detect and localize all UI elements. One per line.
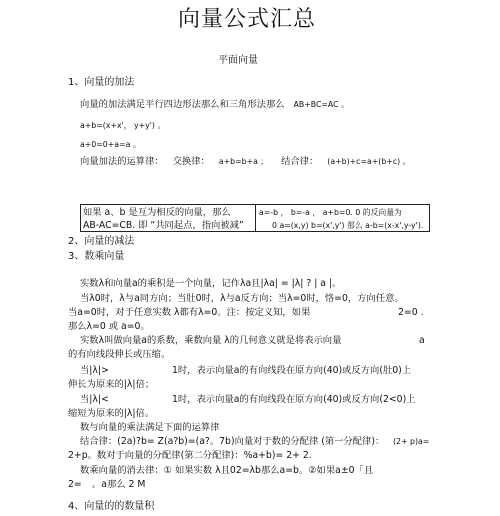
scalar-mult-p7b: 1时，表示向量a的有向线段在原方向(40)或反方向(肚0)上 [172, 365, 412, 376]
scalar-mult-p4: 那么λ=0 或 a=0。 [68, 321, 150, 332]
scalar-mult-p12a: 结合律：(2a)?b= Z(a?b)=(a?。7b)向量对于数的分配律 (第一分配律)： [80, 436, 385, 447]
scalar-mult-p15b: 。a那么 2 M [92, 479, 146, 490]
commutative-law-formula: a+b=b+a ； [218, 157, 269, 166]
scalar-mult-p6: 的有向线段伸长或压缩。 [68, 349, 171, 360]
addition-laws [80, 157, 410, 166]
commutative-law-label: 交换律： [172, 156, 210, 167]
addition-coord-formula: a+b=(x+x'， y+y') 。 [80, 121, 166, 130]
scalar-mult-p9a: 当|λ|< [80, 394, 109, 405]
scalar-mult-p15: 2= [68, 479, 82, 490]
page-subtitle: 平面向量 [218, 55, 258, 66]
scalar-mult-p13: 2+p。数对于向量的分配律(第二分配律)：%a+b)= 2+ 2. [68, 450, 312, 461]
section-2-heading: 2、向量的减法 [68, 236, 135, 247]
addition-intro-formula: AB+BC=AC 。 [293, 100, 349, 109]
scalar-mult-p12b: (2+ p)a= [393, 437, 430, 446]
scalar-mult-p14: 数乘向量的消去律：① 如果实数 λ且02=λb那么a=b。②如果a±0「且 [80, 465, 374, 476]
scalar-mult-p2: 当λ0时，λ与a同方向；当肚0时，λ与a反方向；当λ=0时，恪=0，方向任意。 [80, 293, 404, 304]
page-title: 向量公式汇总 [178, 7, 317, 32]
scalar-mult-p5b: a [419, 335, 425, 346]
box-right-line2: 0 a=(x,y) b=(x',y') 那么 a-b=(x-x',y-y'). [272, 221, 424, 230]
addition-laws-label: 向量加法的运算律： [80, 156, 164, 167]
scalar-mult-p11: 数与向量的乘法满足下面的运算律 [80, 422, 220, 433]
section-4-heading: 4、向量的的数量积 [68, 501, 155, 512]
scalar-mult-p8: 伸长为原来的|λ|倍； [68, 379, 155, 390]
scalar-mult-p7a: 当|λ|> [80, 365, 109, 376]
associative-law-label: 结合律： [281, 156, 319, 167]
box-left-line1: 如果 a、b 是互为相反的向量，那么 [83, 207, 231, 218]
scalar-mult-p3a: 当a=0时，对于任意实数 λ都有λ=0。注：按定义知，如果 [68, 307, 311, 318]
addition-intro [80, 100, 349, 109]
addition-intro-text: 向量的加法满足平行四边形法那么和三角形法那么 [80, 99, 285, 110]
section-1-heading: 1、向量的加法 [68, 77, 135, 88]
scalar-mult-p1: 实数λ和向量a的乘积是一个向量，记作λa且|λa| = |λ| ? | a |。 [80, 278, 342, 289]
box-right-line1: a=-b ， b=-a ， a+b=0. 0 的反向量为 [259, 208, 402, 217]
scalar-mult-p10: 缩短为原来的|λ|倍。 [68, 408, 155, 419]
addition-zero-formula: a+0=0+a=a 。 [80, 140, 141, 149]
section-3-heading: 3、数乘向量 [68, 251, 125, 262]
box-left-line2: AB-AC=CB. 即 “共同起点，指向被减” [83, 220, 244, 231]
scalar-mult-p9b: 1时，表示向量a的有向线段在原方向(40)或反方向(2<0)上 [172, 394, 416, 405]
scalar-mult-p5a: 实数λ叫做向量a的系数，乘数向量 λ的几何意义就是将表示向量 [80, 335, 342, 346]
associative-law-formula: (a+b)+c=a+(b+c) 。 [327, 157, 411, 166]
scalar-mult-p3b: 2=0 . [398, 307, 424, 318]
